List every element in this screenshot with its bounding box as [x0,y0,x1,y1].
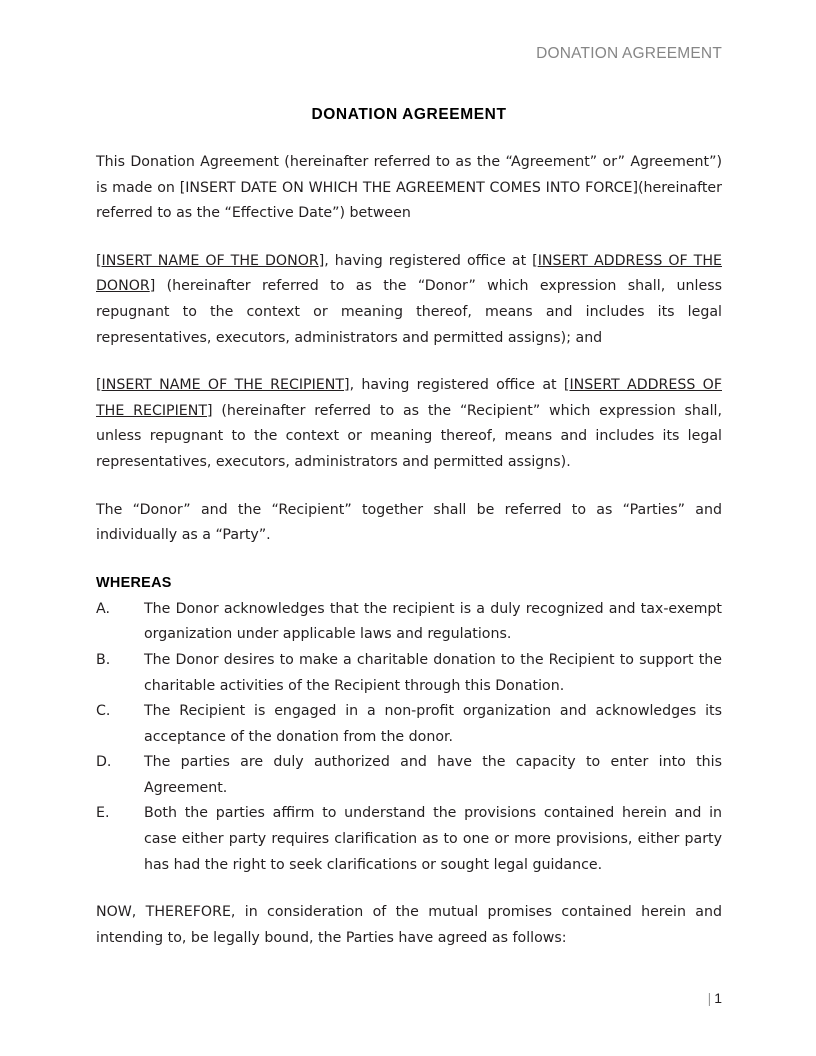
donor-address-bracket-open: [ [532,252,538,269]
list-item-marker: C. [96,703,111,720]
recipient-address-bracket-open: [ [563,377,570,394]
list-item-marker: B. [96,651,111,668]
list-item [96,699,722,750]
donor-mid-text: ], having registered office at [318,252,533,269]
paragraph-donor [96,249,722,351]
list-item-marker: D. [96,754,112,771]
page-footer [96,988,722,1008]
list-item-marker: A. [96,600,110,617]
running-header [96,45,722,63]
list-item-text: The Donor acknowledges that the recipient is a duly recognized and tax-exempt organization under applicable laws and regulations. [144,600,722,643]
list-item-text: The Recipient is engaged in a non-profit organization and acknowledges its acceptance of the donation from the donor. [144,703,722,745]
page-number: 1 [714,990,722,1006]
recipient-tail-text: ] (hereinafter referred to as the “Recipient” which expression shall, unless repugnant to the context or meaning thereof, means and includes its legal representatives, executors, administrators and permitted assigns). [96,402,722,470]
paragraph-intro: This Donation Agreement (hereinafter referred to as the “Agreement” or” Agreement”) is made on [INSERT DATE ON WHICH THE AGREEMENT COMES INTO FORCE](hereinafter referred to as the “Effective Date”) between [96,154,722,222]
whereas-heading: WHEREAS [96,574,172,591]
list-item-text: Both the parties affirm to understand the provisions contained herein and in case either party requires clarification as to one or more provisions, either party has had the right to seek clarifications or sought legal guidance. [144,805,722,873]
list-item [96,750,722,801]
list-item-text: The Donor desires to make a charitable donation to the Recipient to support the charitable activities of the Recipient through this Donation. [144,651,722,694]
donor-address-placeholder: INSERT ADDRESS OF THE DONOR [96,252,722,295]
donor-name-bracket-open: [ [96,252,102,269]
paragraph-parties: The “Donor” and the “Recipient” together shall be referred to as “Parties” and individually as a “Party”. [96,501,722,544]
paragraph-recipient [96,373,722,475]
donor-tail-text: ] (hereinafter referred to as the “Donor” which expression shall, unless repugnant to the context or meaning thereof, means and includes its legal representatives, executors, administrators and permitted assigns); and [96,278,722,346]
document-body [96,106,722,965]
recipient-address-placeholder: INSERT ADDRESS OF THE RECIPIENT [96,377,722,419]
paragraph-now-therefore: NOW, THEREFORE, in consideration of the mutual promises contained herein and intending to, be legally bound, the Parties have agreed as follows: [96,904,722,946]
recipient-name-bracket-open: [ [96,377,102,394]
list-item [96,648,722,699]
list-item [96,801,722,878]
recipient-name-placeholder: INSERT NAME OF THE RECIPIENT [101,377,345,394]
whereas-list [96,597,722,879]
recipient-mid-text: ], having registered office at [344,377,564,394]
footer-separator: | [707,990,712,1006]
list-item-marker: E. [96,805,110,822]
running-header-text: DONATION AGREEMENT [536,45,722,62]
page-title: DONATION AGREEMENT [311,106,507,123]
list-item-text: The parties are duly authorized and have the capacity to enter into this Agreement. [144,754,722,796]
list-item [96,597,722,648]
donor-name-placeholder: INSERT NAME OF THE DONOR [101,252,319,269]
